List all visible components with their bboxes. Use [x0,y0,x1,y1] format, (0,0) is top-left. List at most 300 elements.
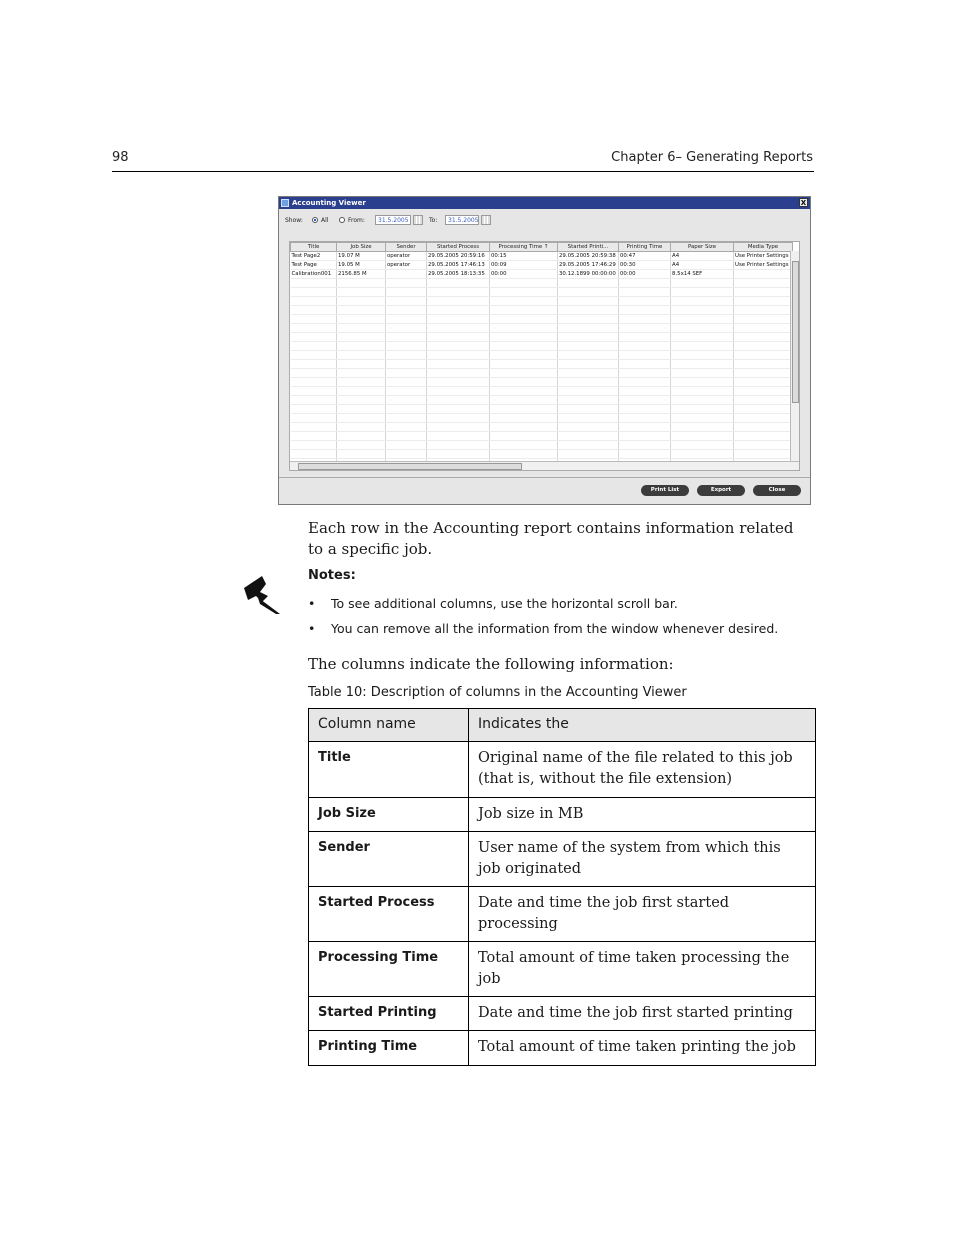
grid-cell [671,414,734,423]
grid-cell [558,405,619,414]
grid-cell [490,405,558,414]
to-label: To: [429,217,438,224]
description-cell: User name of the system from which this job originated [469,832,816,887]
grid-cell [619,450,671,459]
grid-cell [386,306,427,315]
grid-row[interactable] [291,288,793,297]
grid-cell [558,387,619,396]
page-number: 98 [112,150,129,165]
grid-column-header[interactable]: Started Process [427,243,490,252]
app-icon [281,199,289,207]
grid-cell [558,324,619,333]
accounting-viewer-window [278,196,811,505]
grid-cell: 00:15 [490,252,558,261]
grid-cell [490,360,558,369]
grid-cell [337,342,386,351]
grid-cell [337,432,386,441]
grid-cell [734,279,793,288]
grid-cell [558,378,619,387]
grid-cell: operator [386,252,427,261]
grid-row[interactable] [291,342,793,351]
grid-row[interactable] [291,369,793,378]
grid-cell: 2156.85 M [337,270,386,279]
grid-cell [558,297,619,306]
grid-cell [337,423,386,432]
grid-cell [734,360,793,369]
indicates-header: Indicates the [469,709,816,742]
grid-cell [619,324,671,333]
grid-cell [619,315,671,324]
grid-cell [291,288,337,297]
grid-cell: 29.05.2005 18:13:35 [427,270,490,279]
grid-cell [427,405,490,414]
grid-column-header[interactable]: Processing Time ↑ [490,243,558,252]
grid-cell [734,351,793,360]
grid-cell [619,297,671,306]
grid-cell: 29.05.2005 17:46:29 [558,261,619,270]
grid-cell [427,396,490,405]
grid-cell [671,288,734,297]
grid-column-header[interactable]: Title [291,243,337,252]
grid-cell [490,324,558,333]
grid-cell: Use Printer Settings [734,261,793,270]
grid-cell [427,351,490,360]
grid-cell [427,288,490,297]
grid-cell [558,396,619,405]
grid-row[interactable] [291,387,793,396]
grid-cell [337,396,386,405]
to-calendar-icon[interactable] [481,215,491,225]
grid-cell [386,432,427,441]
grid-cell [671,315,734,324]
grid-cell [427,297,490,306]
grid-cell [619,369,671,378]
table-header-row [309,709,816,742]
grid-cell [337,441,386,450]
window-title: Accounting Viewer [292,199,366,207]
grid-cell [291,441,337,450]
grid-cell [734,297,793,306]
grid-cell [558,369,619,378]
grid-cell [427,423,490,432]
grid-cell [671,387,734,396]
grid-cell [558,423,619,432]
grid-cell [619,360,671,369]
grid-cell [386,423,427,432]
grid-cell [427,387,490,396]
from-calendar-icon[interactable] [413,215,423,225]
grid-cell: Calibration001 [291,270,337,279]
grid-cell [337,369,386,378]
grid-cell [490,333,558,342]
grid-cell [734,342,793,351]
from-date-field[interactable]: 31.5.2005 [375,215,411,225]
description-cell: Total amount of time taken printing the job [469,1031,816,1066]
table-row [309,798,816,832]
column-name-cell: Printing Time [309,1031,469,1066]
grid-cell [619,333,671,342]
grid-cell: 29.05.2005 20:59:16 [427,252,490,261]
grid-cell [337,450,386,459]
accounting-grid [289,241,800,471]
grid-cell [671,369,734,378]
grid-cell [734,270,793,279]
grid-cell [337,378,386,387]
pushpin-icon [240,572,284,616]
grid-cell [386,279,427,288]
grid-row[interactable] [291,333,793,342]
grid-row[interactable] [291,324,793,333]
grid-cell [671,333,734,342]
grid-row[interactable] [291,279,793,288]
grid-cell [734,441,793,450]
grid-cell [490,450,558,459]
grid-cell [291,324,337,333]
grid-cell [490,396,558,405]
grid-cell [734,432,793,441]
grid-cell [337,324,386,333]
vertical-scrollbar[interactable] [790,251,799,461]
grid-cell [386,414,427,423]
grid-cell [671,378,734,387]
notes-list [308,594,808,644]
grid-cell [386,405,427,414]
grid-cell [291,297,337,306]
grid-row[interactable] [291,315,793,324]
show-label: Show: [285,217,303,224]
grid-cell [619,378,671,387]
grid-cell [671,423,734,432]
grid-cell [490,369,558,378]
close-icon[interactable]: X [800,199,807,207]
grid-cell [427,378,490,387]
grid-cell [291,351,337,360]
column-name-cell: Started Process [309,887,469,942]
grid-cell [427,432,490,441]
grid-cell [337,387,386,396]
grid-cell: 8.5x14 SEF [671,270,734,279]
grid-cell [734,423,793,432]
from-radio[interactable] [339,217,345,223]
column-description-table [308,708,816,1066]
grid-cell [386,396,427,405]
grid-cell [291,315,337,324]
grid-cell [490,288,558,297]
grid-cell [490,414,558,423]
window-title-bar [279,197,810,209]
vertical-scroll-thumb[interactable] [792,261,799,403]
grid-cell: 00:30 [619,261,671,270]
grid-row[interactable] [291,270,793,279]
grid-cell [490,378,558,387]
grid-cell [558,288,619,297]
grid-cell [337,414,386,423]
grid-cell [291,450,337,459]
grid-cell: 19.05 M [337,261,386,270]
grid-cell [558,414,619,423]
grid-cell [734,396,793,405]
grid-cell [619,432,671,441]
column-name-cell: Title [309,742,469,798]
grid-row[interactable] [291,414,793,423]
to-date-field[interactable]: 31.5.2005 [445,215,479,225]
grid-cell [671,360,734,369]
grid-row[interactable] [291,360,793,369]
grid-cell [619,441,671,450]
grid-cell [671,351,734,360]
grid-cell [671,342,734,351]
grid-cell [291,306,337,315]
grid-column-header[interactable]: Job Size [337,243,386,252]
from-label: From: [348,217,365,224]
grid-cell [386,315,427,324]
grid-column-header[interactable]: Paper Size [671,243,734,252]
grid-cell: Test Page2 [291,252,337,261]
grid-cell: A4 [671,261,734,270]
grid-cell [386,369,427,378]
grid-cell: Test Page [291,261,337,270]
column-name-cell: Processing Time [309,942,469,997]
grid-cell [619,396,671,405]
description-cell: Date and time the job first started printing [469,997,816,1031]
column-name-cell: Job Size [309,798,469,832]
grid-cell [291,405,337,414]
all-radio[interactable] [312,217,318,223]
grid-cell [427,441,490,450]
grid-cell [619,414,671,423]
grid-cell [619,279,671,288]
grid-cell [291,396,337,405]
grid-cell [291,432,337,441]
grid-cell [291,333,337,342]
grid-header-row [291,243,793,252]
grid-cell [734,450,793,459]
column-name-cell: Sender [309,832,469,887]
grid-cell: 29.05.2005 20:59:38 [558,252,619,261]
grid-row[interactable] [291,396,793,405]
table-caption: Table 10: Description of columns in the Accounting Viewer [308,685,687,700]
grid-cell [558,342,619,351]
description-cell: Date and time the job first started processing [469,887,816,942]
grid-cell: Use Printer Settings [734,252,793,261]
grid-cell [337,306,386,315]
grid-cell [386,441,427,450]
grid-cell: 00:09 [490,261,558,270]
grid-cell [734,288,793,297]
grid-cell [337,333,386,342]
grid-cell: 00:00 [619,270,671,279]
grid-cell [619,423,671,432]
grid-cell [386,378,427,387]
description-cell: Total amount of time taken processing the job [469,942,816,997]
table-row [309,887,816,942]
grid-row[interactable] [291,405,793,414]
grid-row[interactable] [291,351,793,360]
grid-row[interactable] [291,297,793,306]
grid-cell [490,432,558,441]
grid-cell [671,396,734,405]
grid-cell [558,306,619,315]
close-button[interactable]: Close [753,485,801,496]
grid-row[interactable] [291,441,793,450]
note-item: • You can remove all the information from the window whenever desired. [308,619,808,644]
grid-cell [427,342,490,351]
grid-cell [291,369,337,378]
grid-cell [619,351,671,360]
grid-cell [386,333,427,342]
grid-cell [558,441,619,450]
grid-cell [386,342,427,351]
grid-cell [734,387,793,396]
column-name-header: Column name [309,709,469,742]
grid-cell [291,360,337,369]
grid-cell [291,279,337,288]
grid-row[interactable] [291,423,793,432]
grid-cell [619,405,671,414]
grid-cell [671,450,734,459]
grid-cell [427,414,490,423]
grid-cell [671,306,734,315]
grid-cell [734,306,793,315]
grid-cell [337,351,386,360]
description-cell: Original name of the file related to this job (that is, without the file extension) [469,742,816,798]
grid-cell [427,333,490,342]
table-row [309,942,816,997]
columns-intro: The columns indicate the following information: [308,655,674,673]
column-name-cell: Started Printing [309,997,469,1031]
description-cell: Job size in MB [469,798,816,832]
table-row [309,997,816,1031]
grid-cell [734,369,793,378]
grid-cell [490,342,558,351]
grid-cell [291,342,337,351]
header-rule [112,171,814,172]
grid-cell [427,369,490,378]
grid-cell [427,315,490,324]
grid-cell [734,333,793,342]
grid-cell [427,306,490,315]
button-bar [279,477,810,504]
all-label: All [321,217,329,224]
grid-cell [427,450,490,459]
grid-cell [734,324,793,333]
grid-cell [386,324,427,333]
horizontal-scroll-thumb[interactable] [298,463,522,470]
grid-cell [386,360,427,369]
table-row [309,1031,816,1066]
grid-cell [671,324,734,333]
grid-row[interactable] [291,261,793,270]
grid-cell [671,432,734,441]
export-button[interactable]: Export [697,485,745,496]
grid-column-header[interactable]: Started Printi... [558,243,619,252]
grid-cell: 00:47 [619,252,671,261]
grid-cell [337,315,386,324]
grid-column-header[interactable]: Printing Time [619,243,671,252]
grid-cell [490,441,558,450]
grid-row[interactable] [291,306,793,315]
print-list-button[interactable]: Print List [641,485,689,496]
grid-cell [490,306,558,315]
grid-cell [734,315,793,324]
horizontal-scrollbar[interactable] [290,461,799,470]
grid-row[interactable] [291,252,793,261]
grid-cell [386,270,427,279]
grid-row[interactable] [291,450,793,459]
grid-cell [337,288,386,297]
grid-cell [337,360,386,369]
grid-cell: 19.07 M [337,252,386,261]
note-item: • To see additional columns, use the horizontal scroll bar. [308,594,808,619]
grid-row[interactable] [291,378,793,387]
grid-cell [671,297,734,306]
grid-cell [734,378,793,387]
grid-cell [558,333,619,342]
grid-cell [558,360,619,369]
grid-cell [558,432,619,441]
grid-cell [734,414,793,423]
grid-cell [386,297,427,306]
grid-cell [337,297,386,306]
filter-row [285,214,805,228]
grid-cell [558,450,619,459]
table-row [309,742,816,798]
grid-cell [558,315,619,324]
grid-cell [671,279,734,288]
grid-cell [291,378,337,387]
grid-cell: A4 [671,252,734,261]
grid-cell [427,279,490,288]
grid-cell: operator [386,261,427,270]
grid-cell [490,423,558,432]
grid-cell [337,405,386,414]
grid-cell [671,441,734,450]
grid-cell [427,360,490,369]
grid-row[interactable] [291,432,793,441]
grid-cell [386,450,427,459]
grid-cell [619,342,671,351]
grid-cell [558,279,619,288]
grid-cell [619,387,671,396]
grid-cell [734,405,793,414]
grid-column-header[interactable]: Media Type [734,243,793,252]
grid-cell [490,387,558,396]
grid-cell [619,288,671,297]
grid-cell [490,279,558,288]
grid-cell [291,414,337,423]
grid-cell: 30.12.1899 00:00:00 [558,270,619,279]
grid-cell: 29.05.2005 17:46:13 [427,261,490,270]
grid-cell [291,387,337,396]
grid-cell [619,306,671,315]
grid-cell: 00:00 [490,270,558,279]
grid-cell [386,387,427,396]
grid-column-header[interactable]: Sender [386,243,427,252]
chapter-title: Chapter 6– Generating Reports [611,150,813,165]
grid-cell [337,279,386,288]
grid-cell [427,324,490,333]
grid-cell [558,351,619,360]
grid-cell [671,405,734,414]
grid-cell [490,351,558,360]
intro-paragraph: Each row in the Accounting report contains information related to a specific job. [308,519,794,558]
grid-cell [490,297,558,306]
table-row [309,832,816,887]
grid-cell [386,288,427,297]
grid-cell [291,423,337,432]
grid-cell [386,351,427,360]
grid-cell [490,315,558,324]
